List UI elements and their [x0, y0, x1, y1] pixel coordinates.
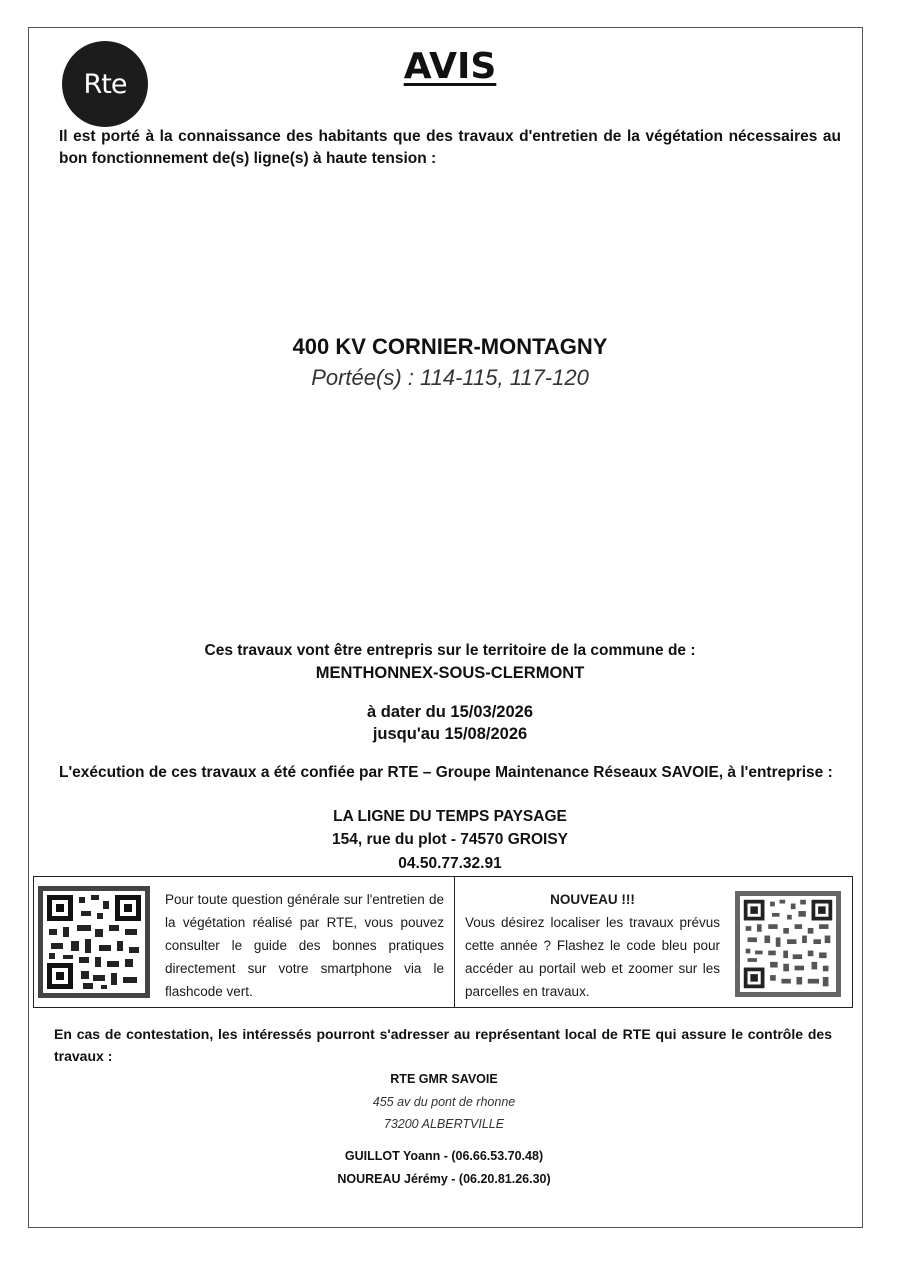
contact-person-2: NOUREAU Jérémy - (06.20.81.26.30): [337, 1172, 551, 1186]
execution-paragraph: L'exécution de ces travaux a été confiée par RTE – Groupe Maintenance Réseaux SAVOIE, à l'entreprise :: [59, 764, 833, 781]
company-address: 154, rue du plot - 74570 GROISY: [331, 831, 569, 848]
notice-title: AVIS: [403, 46, 497, 87]
blue-qr-description: Vous désirez localiser les travaux prévus cette année ? Flashez le code bleu pour accéder au portail web et zoomer sur les parcelles en travaux.: [465, 915, 720, 999]
blue-qr-description-block: [465, 888, 720, 1003]
nouveau-title: NOUVEAU !!!: [550, 892, 635, 907]
power-line-name: 400 KV CORNIER-MONTAGNY: [292, 334, 608, 359]
contact-street: 455 av du pont de rhonne: [372, 1095, 516, 1109]
blue-qr-code-icon[interactable]: [735, 891, 841, 997]
company-phone: 04.50.77.32.91: [398, 855, 502, 872]
contact-person-1: GUILLOT Yoann - (06.66.53.70.48): [344, 1149, 544, 1163]
qr-box-divider: [454, 876, 455, 1008]
logo-text: Rte: [83, 68, 127, 100]
contact-city: 73200 ALBERTVILLE: [383, 1117, 505, 1131]
green-qr-description: Pour toute question générale sur l'entretien de la végétation réalisé par RTE, vous pouvez consulter le guide des bonnes pratiques directement sur votre smartphone via le flashcode vert.: [165, 892, 444, 999]
contact-organization: RTE GMR SAVOIE: [390, 1072, 498, 1086]
commune-intro: Ces travaux vont être entrepris sur le territoire de la commune de :: [204, 642, 696, 659]
end-date: jusqu'au 15/08/2026: [372, 725, 528, 743]
green-qr-code-icon[interactable]: [38, 886, 150, 998]
power-line-spans: Portée(s) : 114-115, 117-120: [311, 365, 589, 390]
intro-paragraph: Il est porté à la connaissance des habitants que des travaux d'entretien de la végétation nécessaires au bon fonctionnement de(s) ligne(s) à haute tension :: [59, 128, 841, 167]
commune-name: MENTHONNEX-SOUS-CLERMONT: [315, 664, 585, 682]
contestation-paragraph: En cas de contestation, les intéressés pourront s'adresser au représentant local de RTE qui assure le contrôle des travaux :: [54, 1026, 832, 1064]
company-name: LA LIGNE DU TEMPS PAYSAGE: [333, 808, 567, 825]
start-date: à dater du 15/03/2026: [366, 703, 533, 721]
